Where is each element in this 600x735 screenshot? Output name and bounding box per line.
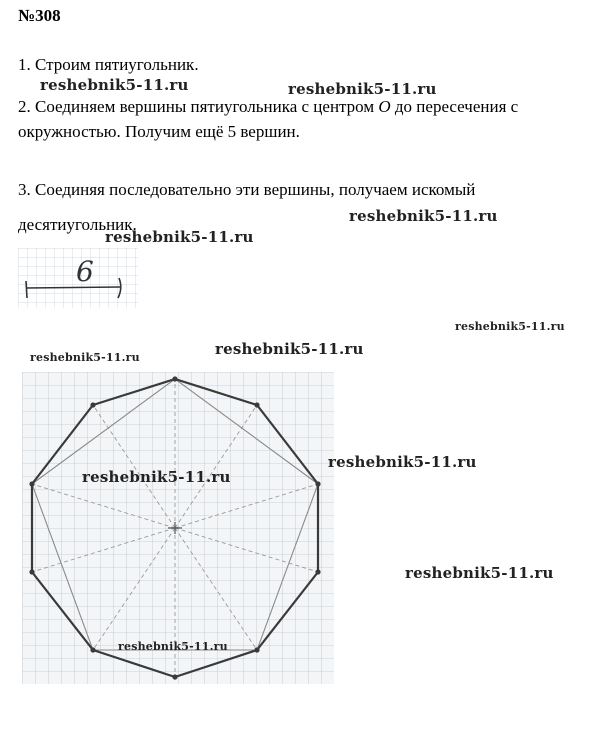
decagon-vertex <box>172 674 177 679</box>
watermark: reshebnik5-11.ru <box>118 640 228 653</box>
watermark: reshebnik5-11.ru <box>328 453 477 471</box>
decagon-vertex <box>254 402 259 407</box>
decagon-vertex <box>172 376 177 381</box>
watermark: reshebnik5-11.ru <box>288 80 437 98</box>
scale-figure <box>18 248 138 308</box>
watermark: reshebnik5-11.ru <box>349 207 498 225</box>
step-3: 3. Соединяя последовательно эти вершины, получаем искомый десятиугольник. <box>18 180 476 234</box>
decagon-vertex <box>90 647 95 652</box>
decagon-vertex <box>254 647 259 652</box>
watermark: reshebnik5-11.ru <box>105 228 254 246</box>
decagon-vertex <box>29 481 34 486</box>
step-2-text-end: до пересечения с окружностью. Получим ещё 5 вершин. <box>18 97 519 141</box>
scale-label: 6 <box>76 255 94 288</box>
watermark: reshebnik5-11.ru <box>30 351 140 364</box>
watermark: reshebnik5-11.ru <box>82 468 231 486</box>
decagon-vertex <box>29 569 34 574</box>
decagon-vertex <box>315 569 320 574</box>
watermark: reshebnik5-11.ru <box>405 564 554 582</box>
decagon-vertex <box>315 481 320 486</box>
problem-number: №308 <box>18 6 61 25</box>
decagon-figure <box>22 372 334 684</box>
watermark: reshebnik5-11.ru <box>215 340 364 358</box>
decagon-vertex <box>90 402 95 407</box>
step-1: 1. Строим пятиугольник. <box>18 55 199 74</box>
center-symbol: O <box>378 97 391 116</box>
watermark: reshebnik5-11.ru <box>40 76 189 94</box>
watermark: reshebnik5-11.ru <box>455 320 565 333</box>
step-2-text-start: 2. Соединяем вершины пятиугольника с центром <box>18 97 379 116</box>
step-2 <box>18 94 588 144</box>
